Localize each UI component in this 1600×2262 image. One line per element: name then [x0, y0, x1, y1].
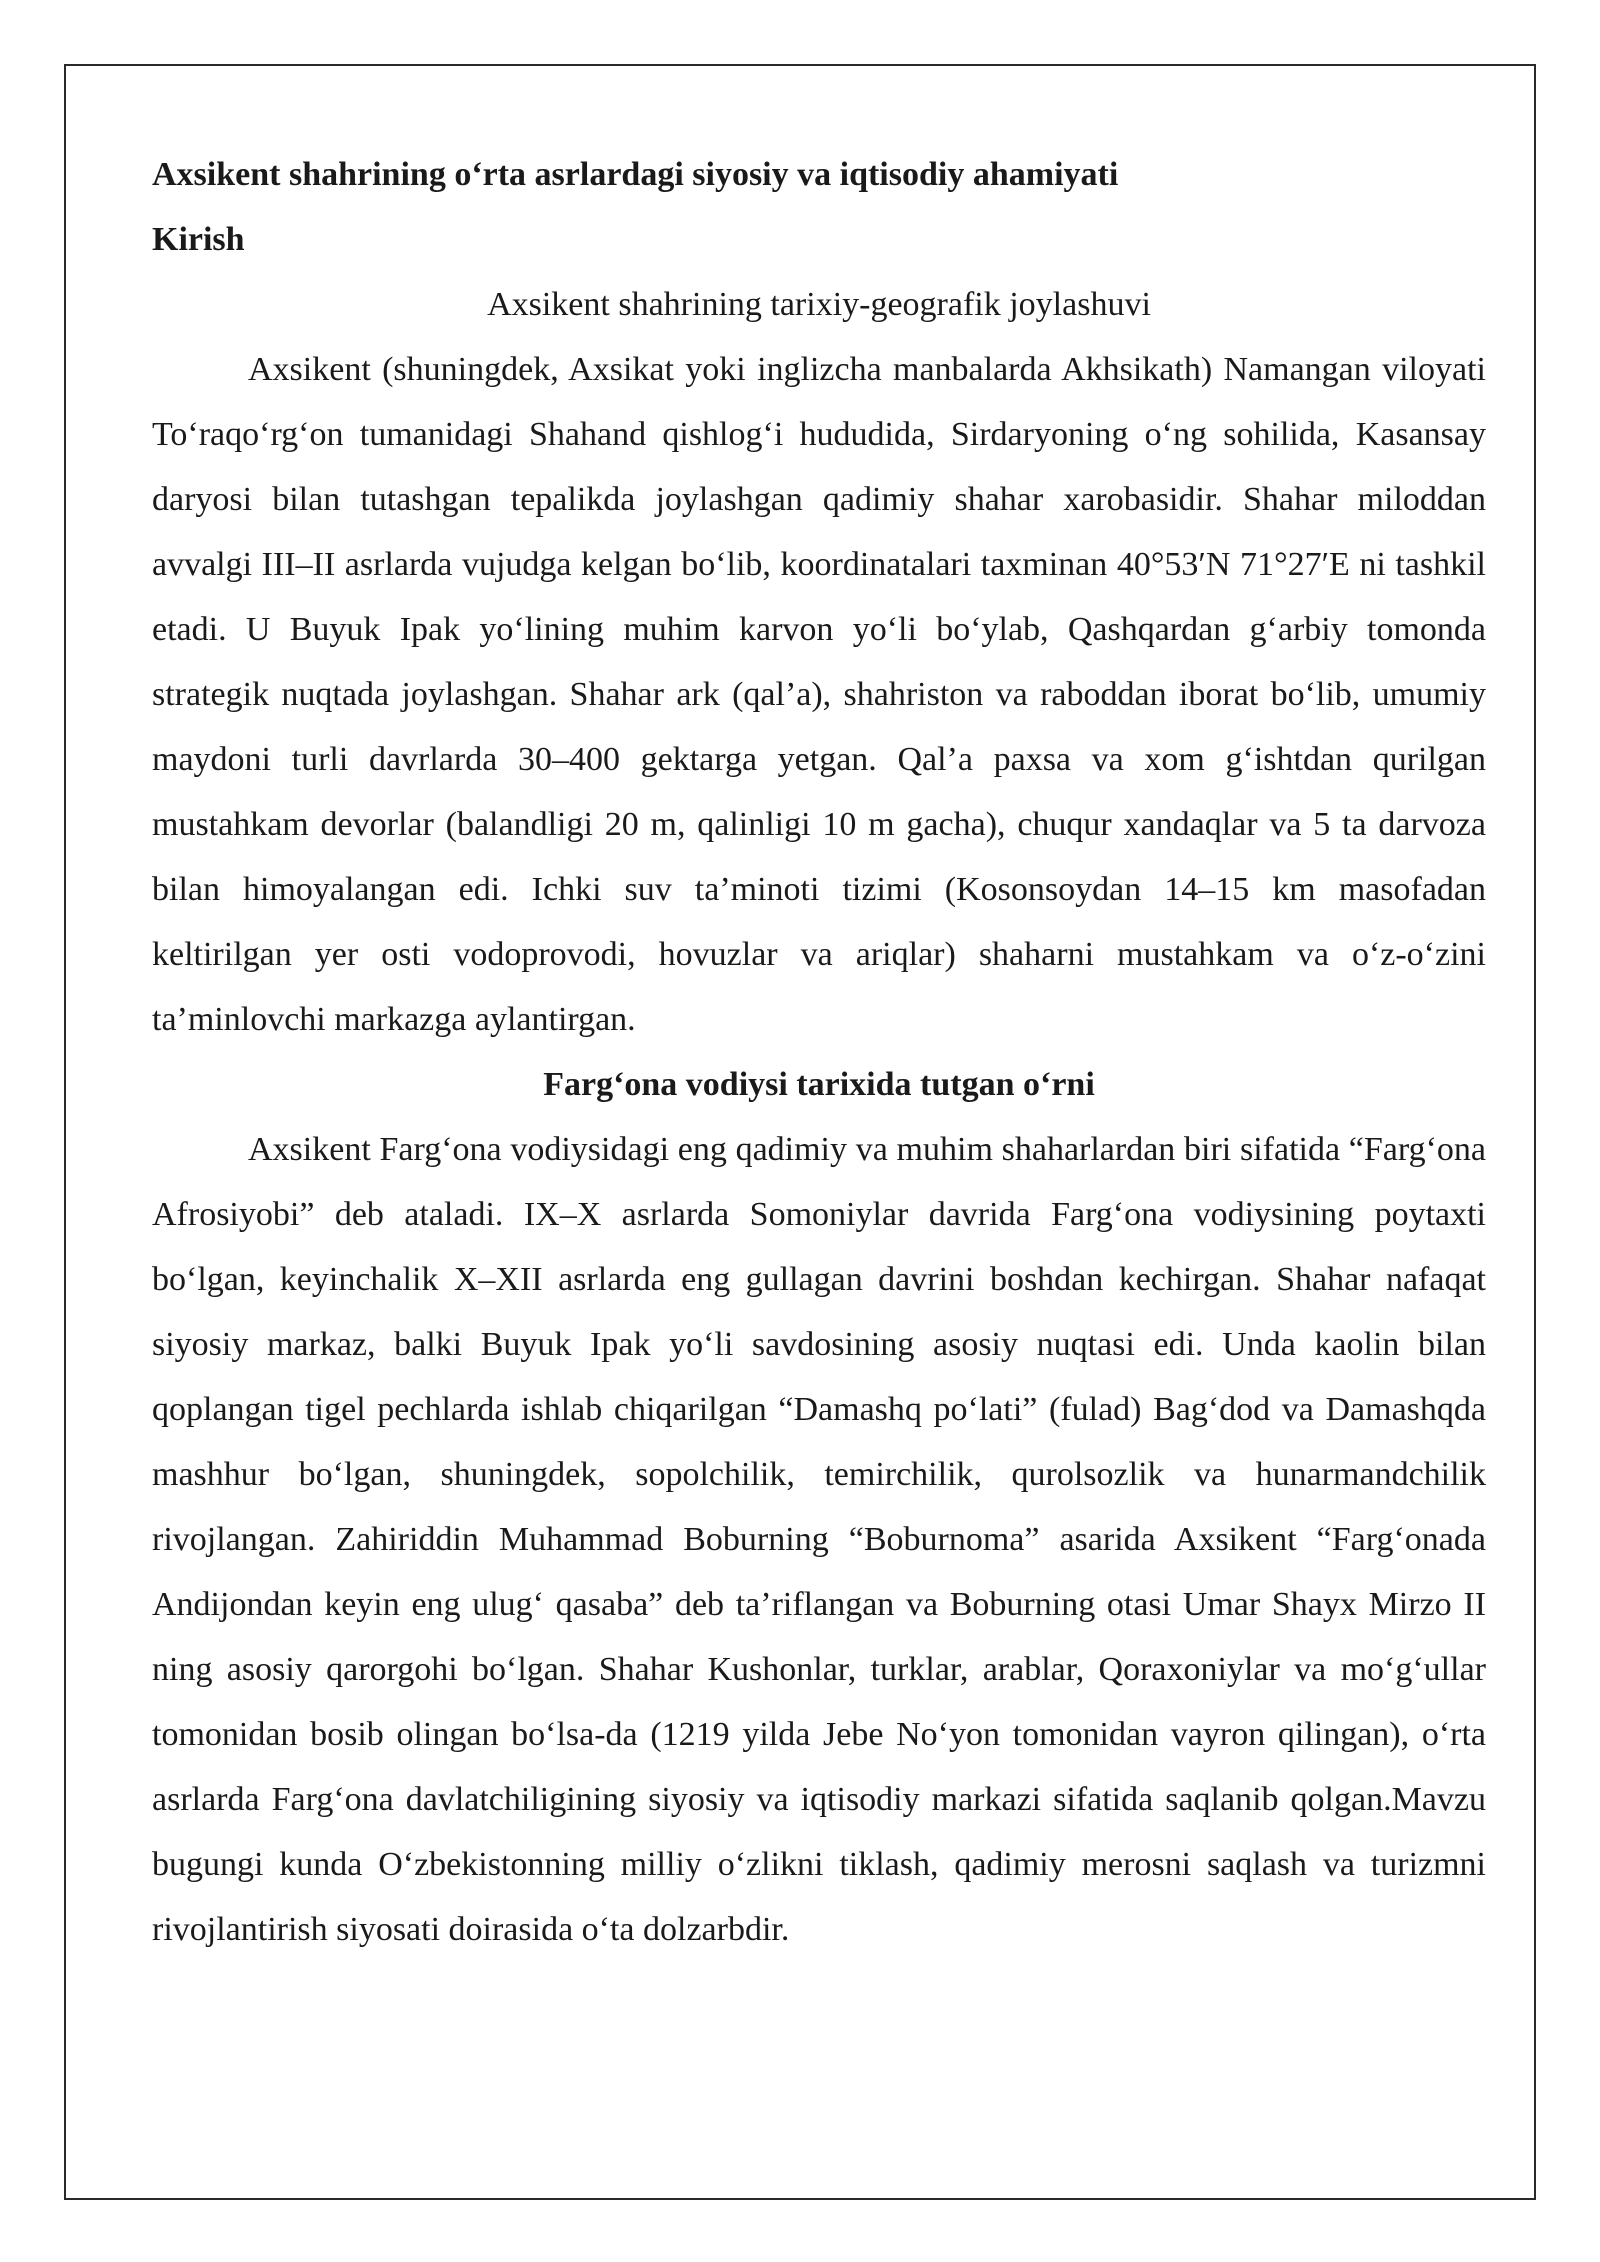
section-heading-fergana-role: Fargʻona vodiysi tarixida tutgan oʻrni: [543, 1066, 1095, 1103]
section-heading-geography: Axsikent shahrining tarixiy-geografik joylashuvi: [487, 286, 1151, 323]
document-body: [152, 142, 1486, 1962]
paragraph-geography: Axsikent (shuningdek, Axsikat yoki inglizcha manbalarda Akhsikath) Namangan viloyati Toʻraqoʻrgʻon tumanidagi Shahand qishlogʻi hududida, Sirdaryoning oʻng sohilida, Kasansay daryosi bilan tutashgan tepalikda joylashgan qadimiy shahar xarobasidir. Shahar miloddan avvalgi III–II asrlarda vujudga kelgan boʻlib, koordinatalari taxminan 40°53′N 71°27′E ni tashkil etadi. U Buyuk Ipak yoʻlining muhim karvon yoʻli boʻylab, Qashqardan gʻarbiy tomonda strategik nuqtada joylashgan. Shahar ark (qal’a), shahriston va raboddan iborat boʻlib, umumiy maydoni turli davrlarda 30–400 gektarga yetgan. Qal’a paxsa va xom gʻishtdan qurilgan mustahkam devorlar (balandligi 20 m, qalinligi 10 m gacha), chuqur xandaqlar va 5 ta darvoza bilan himoyalangan edi. Ichki suv ta’minoti tizimi (Kosonsoydan 14–15 km masofadan keltirilgan yer osti vodoprovodi, hovuzlar va ariqlar) shaharni mustahkam va oʻz-oʻzini ta’minlovchi markazga aylantirgan.: [152, 351, 1486, 1038]
document-title: Axsikent shahrining oʻrta asrlardagi siyosiy va iqtisodiy ahamiyati: [152, 156, 1119, 193]
paragraph-fergana-role: Axsikent Fargʻona vodiysidagi eng qadimiy va muhim shaharlardan biri sifatida “Fargʻona Afrosiyobi” deb ataladi. IX–X asrlarda Somoniylar davrida Fargʻona vodiysining poytaxti boʻlgan, keyinchalik X–XII asrlarda eng gullagan davrini boshdan kechirgan. Shahar nafaqat siyosiy markaz, balki Buyuk Ipak yoʻli savdosining asosiy nuqtasi edi. Unda kaolin bilan qoplangan tigel pechlarda ishlab chiqarilgan “Damashq poʻlati” (fulad) Bagʻdod va Damashqda mashhur boʻlgan, shuningdek, sopolchilik, temirchilik, qurolsozlik va hunarmandchilik rivojlangan. Zahiriddin Muhammad Boburning “Boburnoma” asarida Axsikent “Fargʻonada Andijondan keyin eng ulugʻ qasaba” deb ta’riflangan va Boburning otasi Umar Shayx Mirzo II ning asosiy qarorgohi boʻlgan. Shahar Kushonlar, turklar, arablar, Qoraxoniylar va moʻgʻullar tomonidan bosib olingan boʻlsa-da (1219 yilda Jebe Noʻyon tomonidan vayron qilingan), oʻrta asrlarda Fargʻona davlatchiligining siyosiy va iqtisodiy markazi sifatida saqlanib qolgan.Mavzu bugungi kunda Oʻzbekistonning milliy oʻzlikni tiklash, qadimiy merosni saqlash va turizmni rivojlantirish siyosati doirasida oʻta dolzarbdir.: [152, 1131, 1486, 1948]
intro-heading: Kirish: [152, 221, 245, 258]
